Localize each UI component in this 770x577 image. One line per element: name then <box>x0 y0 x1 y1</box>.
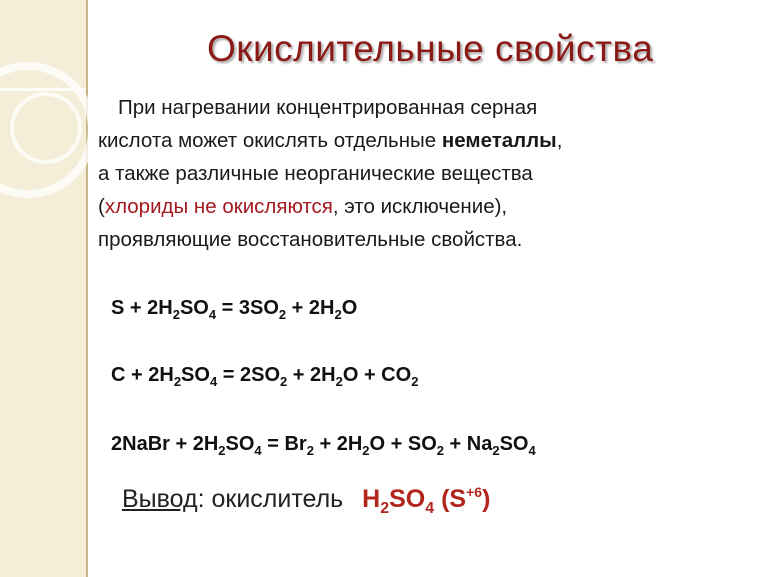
conclusion-text: окислитель <box>204 485 351 513</box>
intro-line-4c: , это исключение), <box>332 195 508 218</box>
intro-line-4a: ( <box>98 195 105 218</box>
decorative-sidebar <box>0 0 88 577</box>
intro-nonmetals: неметаллы <box>441 129 557 152</box>
intro-line-2c: , <box>556 129 563 152</box>
intro-paragraph <box>98 91 698 256</box>
equation-sulfur: $S + 2H_2SO_4 = 3SO_2 + 2H_2O$ <box>111 297 358 322</box>
equation-carbon: $C + 2H_2SO_4 = 2SO_2 + 2H_2O + CO_2$ <box>111 364 419 389</box>
conclusion: Вывод: окислитель $H_2SO_4$ $(S^{+6})$ <box>122 484 491 517</box>
conclusion-formula: $H_2SO_4$ $(S^{+6})$ <box>362 484 491 517</box>
intro-chlorides-note: хлориды не окисляются <box>104 195 333 218</box>
intro-line-2a: кислота может окислять отдельные <box>98 129 442 152</box>
intro-line-5: проявляющие восстановительные свойства. <box>98 228 523 251</box>
conclusion-label: Вывод <box>122 485 198 513</box>
equation-sodium-bromide: 2NaBr + $2H_2SO_4 = Br_2 + 2H_2O + SO_2 + Na_2SO_4$ <box>111 433 536 458</box>
intro-line-3: а также различные неорганические вещества <box>98 162 533 185</box>
decorative-ring-small <box>10 92 82 164</box>
decorative-line <box>0 88 86 91</box>
intro-line-1: При нагревании концентрированная серная <box>118 96 538 119</box>
slide-title: Окислительные свойства <box>207 28 654 69</box>
